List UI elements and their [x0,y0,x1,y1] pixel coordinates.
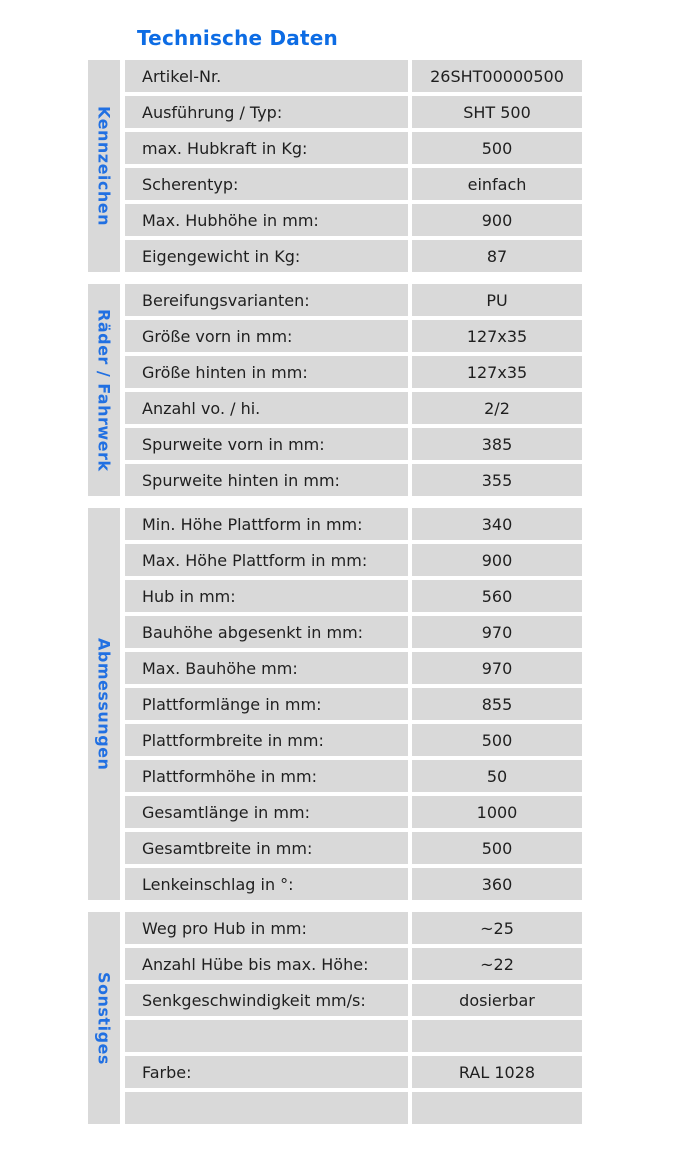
row-value: 500 [412,724,582,756]
row-value: 970 [412,616,582,648]
row-value: 855 [412,688,582,720]
row-value: 2/2 [412,392,582,424]
row-label: Ausführung / Typ: [125,96,408,128]
table-row [125,652,582,684]
table-row [125,948,582,980]
table-row [125,356,582,388]
section-rows [125,912,582,1124]
row-label: Hub in mm: [125,580,408,612]
table-row [125,508,582,540]
row-label [125,1092,408,1124]
table-row [125,464,582,496]
row-label: Max. Bauhöhe mm: [125,652,408,684]
row-value: 127x35 [412,320,582,352]
row-label: Lenkeinschlag in °: [125,868,408,900]
row-label: Spurweite hinten in mm: [125,464,408,496]
tech-data-table [88,60,582,1124]
table-row [125,544,582,576]
row-value: 385 [412,428,582,460]
table-row [125,392,582,424]
page-title: Technische Daten [137,26,338,50]
table-row [125,320,582,352]
section-label: Räder / Fahrwerk [94,308,114,472]
row-value: PU [412,284,582,316]
row-label: Bereifungsvarianten: [125,284,408,316]
row-label: Weg pro Hub in mm: [125,912,408,944]
section-sidebar [88,60,120,272]
section-sidebar [88,508,120,900]
row-value: 1000 [412,796,582,828]
row-value: RAL 1028 [412,1056,582,1088]
row-label: Anzahl Hübe bis max. Höhe: [125,948,408,980]
row-label: Größe vorn in mm: [125,320,408,352]
table-row [125,168,582,200]
section-label: Sonstiges [94,971,114,1065]
row-label: Anzahl vo. / hi. [125,392,408,424]
row-label: Gesamtlänge in mm: [125,796,408,828]
table-row [125,912,582,944]
table-row [125,868,582,900]
row-label: Farbe: [125,1056,408,1088]
section-sidebar [88,284,120,496]
row-value: 355 [412,464,582,496]
table-row [125,724,582,756]
row-label: Plattformbreite in mm: [125,724,408,756]
row-label: Max. Höhe Plattform in mm: [125,544,408,576]
table-row [125,284,582,316]
row-value: 900 [412,544,582,576]
row-label: Plattformlänge in mm: [125,688,408,720]
section-rows [125,60,582,272]
row-label: Scherentyp: [125,168,408,200]
section-label: Kennzeichen [94,105,114,226]
row-label: Max. Hubhöhe in mm: [125,204,408,236]
section-label: Abmessungen [94,637,114,771]
row-value: ~25 [412,912,582,944]
row-label: Eigengewicht in Kg: [125,240,408,272]
row-value: 500 [412,832,582,864]
row-label: Spurweite vorn in mm: [125,428,408,460]
section-sidebar [88,912,120,1124]
row-value: 50 [412,760,582,792]
table-row [125,1020,582,1052]
row-value [412,1020,582,1052]
row-value: 127x35 [412,356,582,388]
row-label: max. Hubkraft in Kg: [125,132,408,164]
table-row [125,240,582,272]
row-label: Senkgeschwindigkeit mm/s: [125,984,408,1016]
table-row [125,832,582,864]
row-value: 970 [412,652,582,684]
row-label: Bauhöhe abgesenkt in mm: [125,616,408,648]
table-section [88,60,582,272]
row-value: SHT 500 [412,96,582,128]
table-row [125,796,582,828]
row-label: Min. Höhe Plattform in mm: [125,508,408,540]
table-section [88,912,582,1124]
row-value: einfach [412,168,582,200]
row-value: 340 [412,508,582,540]
table-row [125,760,582,792]
table-row [125,1092,582,1124]
row-label [125,1020,408,1052]
row-value: 26SHT00000500 [412,60,582,92]
table-row [125,60,582,92]
table-section [88,508,582,900]
table-row [125,688,582,720]
table-row [125,96,582,128]
table-row [125,428,582,460]
row-value: 360 [412,868,582,900]
table-row [125,984,582,1016]
row-label: Gesamtbreite in mm: [125,832,408,864]
table-row [125,1056,582,1088]
table-row [125,616,582,648]
table-section [88,284,582,496]
row-value: ~22 [412,948,582,980]
row-value: 87 [412,240,582,272]
row-label: Größe hinten in mm: [125,356,408,388]
row-value: 500 [412,132,582,164]
row-value [412,1092,582,1124]
table-row [125,132,582,164]
row-label: Plattformhöhe in mm: [125,760,408,792]
row-label: Artikel-Nr. [125,60,408,92]
row-value: 560 [412,580,582,612]
row-value: 900 [412,204,582,236]
table-row [125,580,582,612]
row-value: dosierbar [412,984,582,1016]
section-rows [125,508,582,900]
table-row [125,204,582,236]
section-rows [125,284,582,496]
